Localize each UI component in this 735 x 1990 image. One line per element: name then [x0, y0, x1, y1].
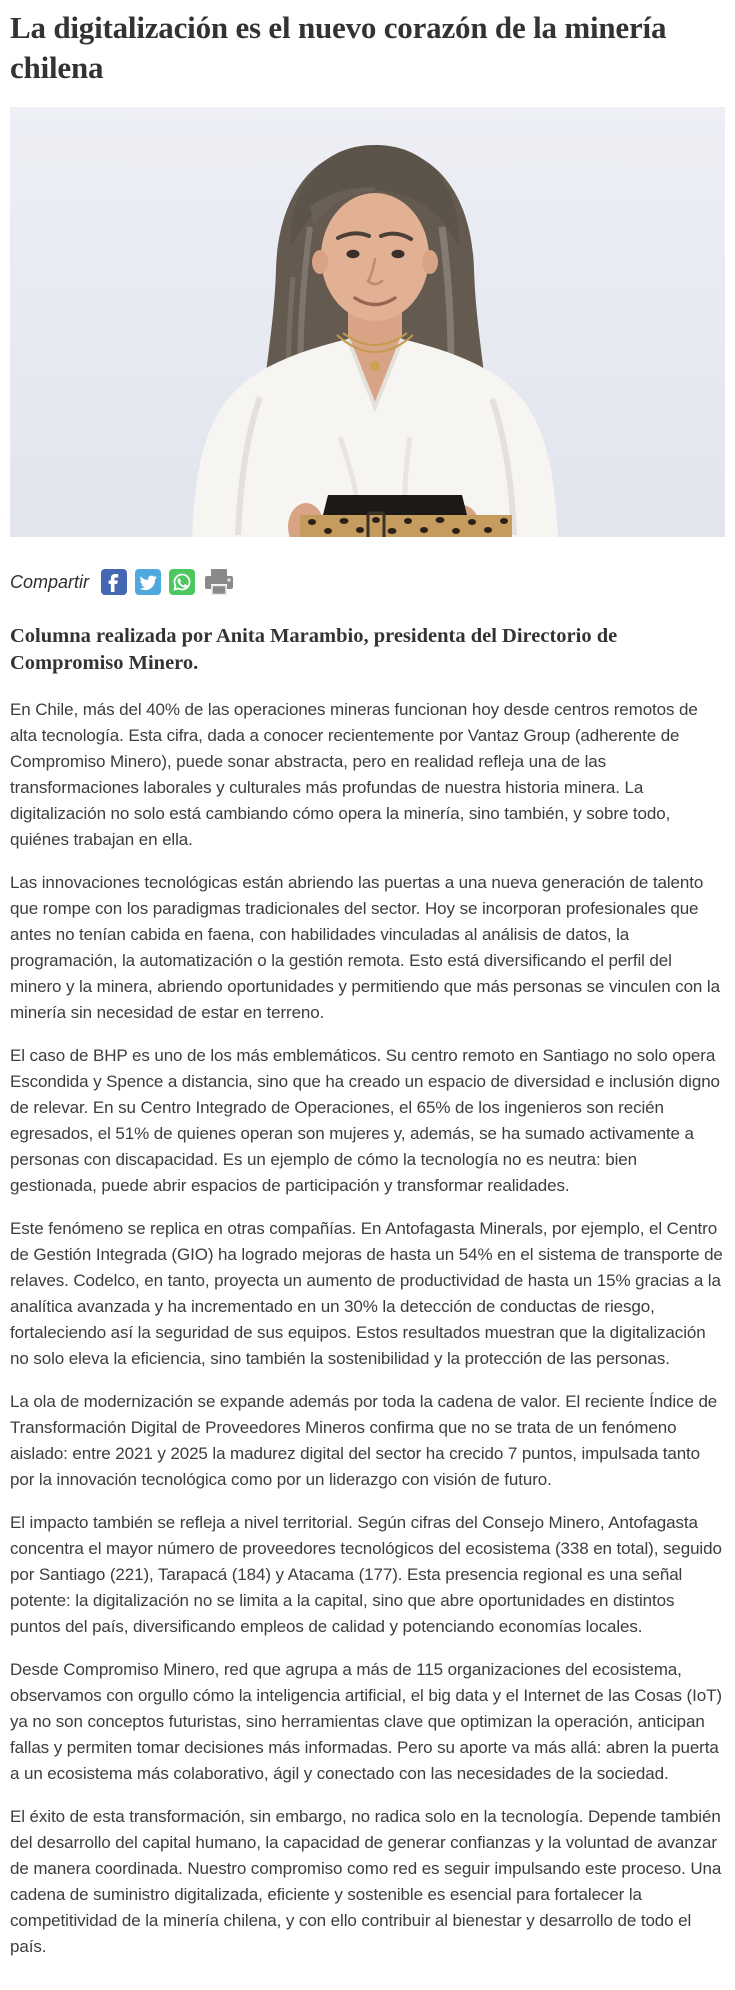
- article-paragraph: El caso de BHP es uno de los más emblemáticos. Su centro remoto en Santiago no solo opera Escondida y Spence a distancia, sino que ha creado un espacio de diversidad e inclusión digno de relevar. En su Centro Integrado de Operaciones, el 65% de los ingenieros son recién egresados, el 51% de quienes operan son mujeres y, además, se ha sumado activamente a personas con discapacidad. Es un ejemplo de cómo la tecnología no es neutra: bien gestionada, puede abrir espacios de participación y transformar realidades.: [10, 1046, 720, 1196]
- article-paragraph: Este fenómeno se replica en otras compañías. En Antofagasta Minerals, por ejemplo, el Centro de Gestión Integrada (GIO) ha logrado mejoras de hasta un 54% en el sistema de transporte de relaves. Codelco, en tanto, proyecta un aumento de productividad de hasta un 15% gracias a la analítica avanzada y ha incrementado en un 30% la detección de conductas de riesgo, fortaleciendo así la seguridad de sus equipos. Estos resultados muestran que la digitalización no solo eleva la eficiencia, sino también la sostenibilidad y la protección de las personas.: [10, 1219, 723, 1369]
- hero-photo: [10, 107, 725, 537]
- byline: Columna realizada por Anita Marambio, presidenta del Directorio de Compromiso Minero.: [10, 625, 618, 675]
- article-paragraph: En Chile, más del 40% de las operaciones mineras funcionan hoy desde centros remotos de alta tecnología. Esta cifra, dada a conocer recientemente por Vantaz Group (adherente de Compromiso Minero), puede sonar abstracta, pero en realidad refleja una de las transformaciones laborales y culturales más profundas de nuestra historia minera. La digitalización no solo está cambiando cómo opera la minería, sino también, y sobre todo, quiénes trabajan en ella.: [10, 700, 698, 850]
- article-paragraph: Las innovaciones tecnológicas están abriendo las puertas a una nueva generación de talento que rompe con los paradigmas tradicionales del sector. Hoy se incorporan profesionales que antes no tenían cabida en faena, con habilidades vinculadas al análisis de datos, la programación, la automatización o la gestión remota. Esto está diversificando el perfil del minero y la minera, abriendo oportunidades y permitiendo que más personas se vinculen con la minería sin necesidad de estar en terreno.: [10, 873, 720, 1023]
- twitter-icon: [135, 569, 161, 595]
- twitter-share-button[interactable]: [135, 569, 161, 595]
- share-label: Compartir: [10, 571, 90, 592]
- portrait-image: [10, 107, 725, 537]
- whatsapp-icon: [169, 569, 195, 595]
- whatsapp-share-button[interactable]: [169, 569, 195, 595]
- article-page: [0, 8, 735, 1960]
- share-row: [10, 567, 725, 597]
- facebook-share-button[interactable]: [101, 569, 127, 595]
- article-paragraph: Desde Compromiso Minero, red que agrupa a más de 115 organizaciones del ecosistema, observamos con orgullo cómo la inteligencia artificial, el big data y el Internet de las Cosas (IoT) ya no son conceptos futuristas, sino herramientas clave que optimizan la operación, anticipan fallas y permiten tomar decisiones más informadas. Pero su aporte va más allá: abren la puerta a un ecosistema más colaborativo, ágil y conectado con las necesidades de la sociedad.: [10, 1660, 722, 1784]
- article-body: [10, 697, 725, 1960]
- print-icon: [203, 567, 235, 597]
- article-paragraph: El impacto también se refleja a nivel territorial. Según cifras del Consejo Minero, Antofagasta concentra el mayor número de proveedores tecnológicos del ecosistema (338 en total), seguido por Santiago (221), Tarapacá (184) y Atacama (177). Esta presencia regional es una señal potente: la digitalización no se limita a la capital, sino que abre oportunidades en distintos puntos del país, diversificando empleos de calidad y potenciando economías locales.: [10, 1513, 722, 1637]
- page-title: La digitalización es el nuevo corazón de la minería chilena: [10, 10, 667, 85]
- article-paragraph: La ola de modernización se expande además por toda la cadena de valor. El reciente Índice de Transformación Digital de Proveedores Mineros confirma que no se trata de un fenómeno aislado: entre 2021 y 2025 la madurez digital del sector ha crecido 7 puntos, impulsada tanto por la innovación tecnológica como por un liderazgo con visión de futuro.: [10, 1392, 718, 1490]
- facebook-icon: [101, 569, 127, 595]
- print-share-button[interactable]: [203, 569, 235, 595]
- article-paragraph: El éxito de esta transformación, sin embargo, no radica solo en la tecnología. Depende también del desarrollo del capital humano, la capacidad de generar confianzas y la voluntad de avanzar de manera coordinada. Nuestro compromiso como red es seguir impulsando este proceso. Una cadena de suministro digitalizada, eficiente y sostenible es esencial para fortalecer la competitividad de la minería chilena, y con ello contribuir al bienestar y desarrollo de todo el país.: [10, 1807, 722, 1957]
